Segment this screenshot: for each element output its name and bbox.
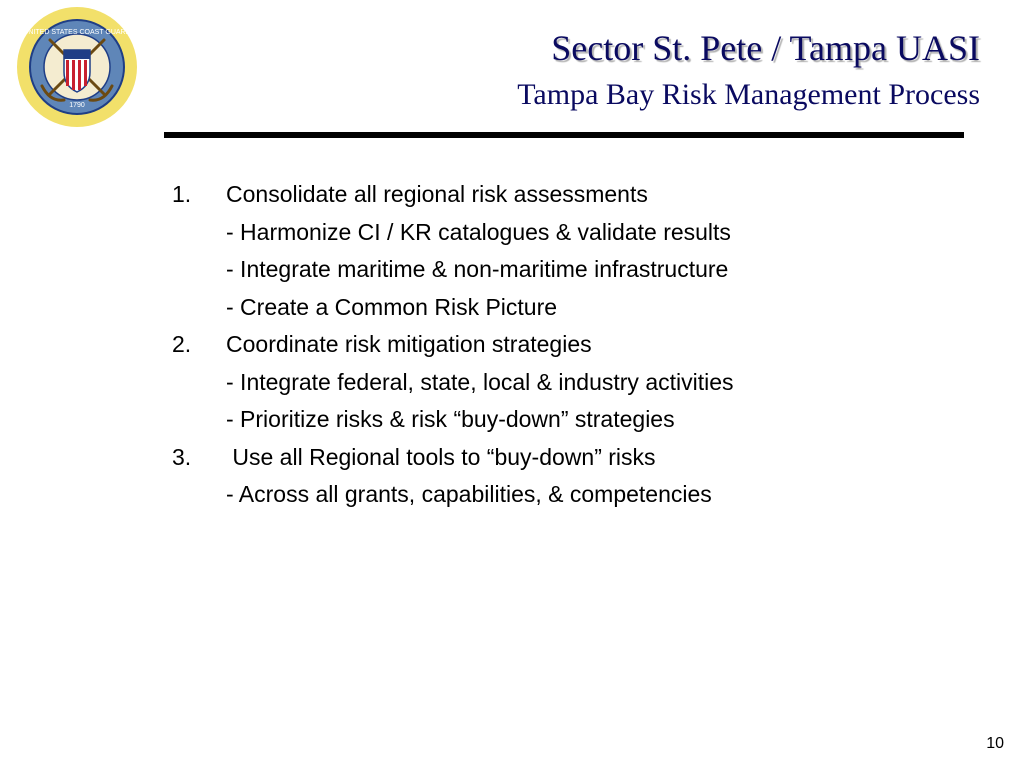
- list-item: [172, 326, 952, 364]
- sub-item-text: - Harmonize CI / KR catalogues & validate results: [226, 218, 731, 245]
- page-title: Sector St. Pete / Tampa UASI: [551, 28, 980, 68]
- numbered-list: [172, 176, 952, 514]
- item-text: Use all Regional tools to “buy-down” risks: [226, 443, 656, 470]
- page-number: 10: [986, 735, 1004, 752]
- title-divider: [164, 132, 964, 138]
- sub-item: [172, 289, 952, 327]
- sub-item: [172, 251, 952, 289]
- page-subtitle: Tampa Bay Risk Management Process: [517, 78, 980, 111]
- seal-ring-text: UNITED STATES COAST GUARD: [23, 29, 131, 36]
- item-number: 3.: [172, 443, 192, 470]
- sub-item-text: - Across all grants, capabilities, & competencies: [226, 481, 712, 507]
- item-text: Coordinate risk mitigation strategies: [226, 331, 592, 357]
- sub-item-text: - Prioritize risks & risk “buy-down” strategies: [226, 406, 675, 432]
- sub-item-text: - Integrate federal, state, local & industry activities: [226, 368, 734, 395]
- sub-item: [172, 214, 952, 252]
- list-item: [172, 176, 952, 214]
- coast-guard-seal-logo: [16, 6, 138, 128]
- sub-item-text: - Create a Common Risk Picture: [226, 293, 558, 320]
- sub-item-text: - Integrate maritime & non-maritime infrastructure: [226, 256, 729, 282]
- item-text: Consolidate all regional risk assessments: [226, 181, 648, 207]
- sub-item: [172, 364, 952, 402]
- seal-year: 1790: [69, 102, 85, 109]
- sub-item: [172, 476, 952, 514]
- item-number: 1.: [172, 181, 192, 207]
- item-number: 2.: [172, 331, 192, 357]
- sub-item: [172, 401, 952, 439]
- list-item: [172, 439, 952, 477]
